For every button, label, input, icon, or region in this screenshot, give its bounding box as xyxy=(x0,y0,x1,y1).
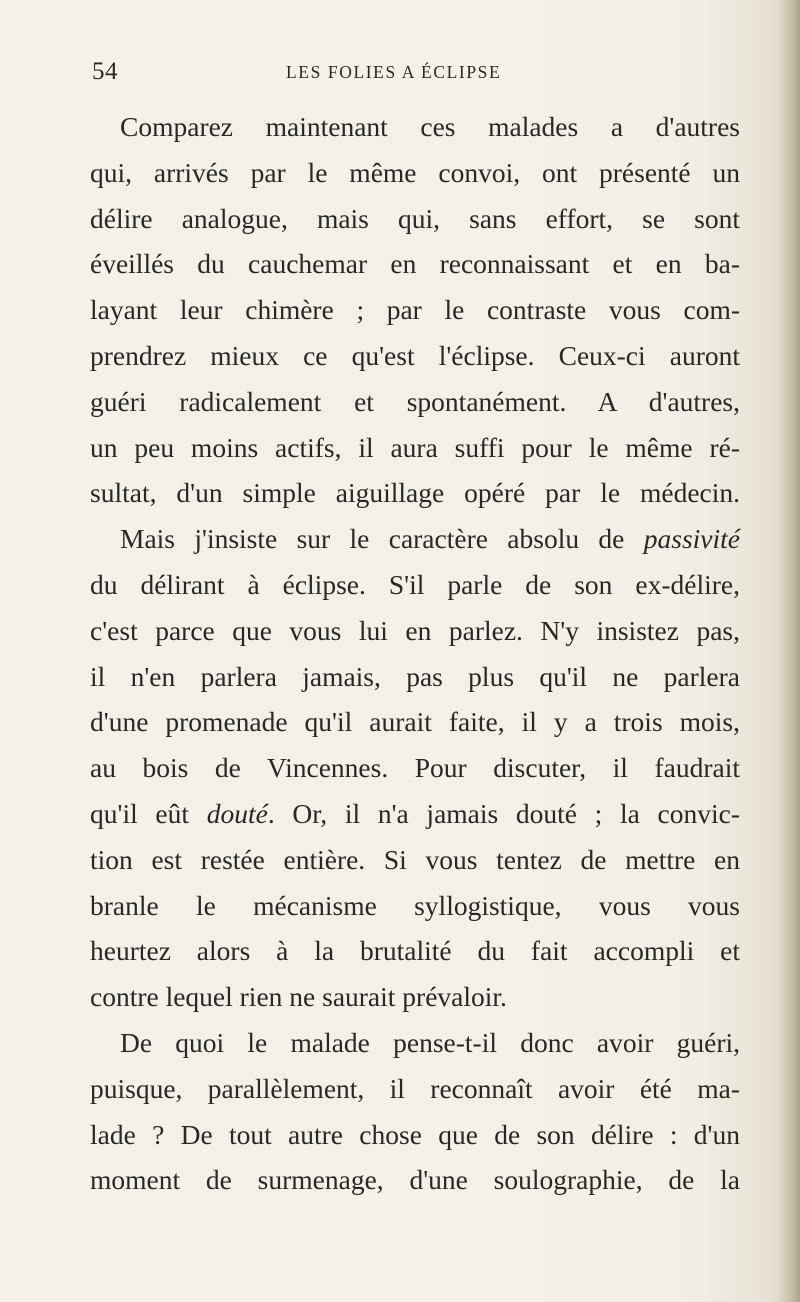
text-line: lade ? De tout autre chose que de son délire : d'un xyxy=(90,1118,740,1150)
text-line: éveillés du cauchemar en reconnaissant et en ba- xyxy=(90,248,740,280)
text-line: il n'en parlera jamais, pas plus qu'il ne parlera xyxy=(90,660,740,692)
text-line: Mais j'insiste sur le caractère absolu de passivité xyxy=(120,523,740,555)
text-line: qu'il eût douté. Or, il n'a jamais douté ; la convic- xyxy=(90,797,741,829)
text-line: tion est restée entière. Si vous tentez de mettre en xyxy=(90,843,740,875)
text-line: De quoi le malade pense-t-il donc avoir guéri, xyxy=(120,1026,740,1058)
text-line: contre lequel rien ne saurait prévaloir. xyxy=(90,981,507,1013)
italic-word: passivité xyxy=(643,523,740,555)
text-line: layant leur chimère ; par le contraste vous com- xyxy=(90,294,740,326)
text-line: branle le mécanisme syllogistique, vous vous xyxy=(90,889,740,921)
text-line: guéri radicalement et spontanément. A d'autres, xyxy=(90,385,740,417)
text-line: prendrez mieux ce qu'est l'éclipse. Ceux-ci auront xyxy=(90,339,740,371)
text-line: moment de surmenage, d'une soulographie, de la xyxy=(90,1164,740,1196)
text-line: au bois de Vincennes. Pour discuter, il faudrait xyxy=(90,752,740,784)
text-line: puisque, parallèlement, il reconnaît avoir été ma- xyxy=(90,1072,740,1104)
page-header xyxy=(92,58,692,88)
text-line: d'une promenade qu'il aurait faite, il y a trois mois, xyxy=(90,706,740,738)
text-line: délire analogue, mais qui, sans effort, se sont xyxy=(90,202,740,234)
running-title: LES FOLIES A ÉCLIPSE xyxy=(286,62,502,82)
text-line: heurtez alors à la brutalité du fait accompli et xyxy=(90,935,740,967)
text-line: du délirant à éclipse. S'il parle de son ex-délire, xyxy=(90,568,740,600)
page-edge-shadow xyxy=(778,0,800,1302)
text-line: c'est parce que vous lui en parlez. N'y insistez pas, xyxy=(90,614,740,646)
page-number: 54 xyxy=(92,58,118,85)
italic-word: douté xyxy=(206,797,268,829)
text-line: Comparez maintenant ces malades a d'autres xyxy=(120,111,740,142)
body-text xyxy=(90,104,740,1203)
text-line: qui, arrivés par le même convoi, ont présenté un xyxy=(90,156,740,188)
text-line: un peu moins actifs, il aura suffi pour le même ré- xyxy=(90,431,740,463)
text-line: sultat, d'un simple aiguillage opéré par le médecin. xyxy=(90,477,740,509)
